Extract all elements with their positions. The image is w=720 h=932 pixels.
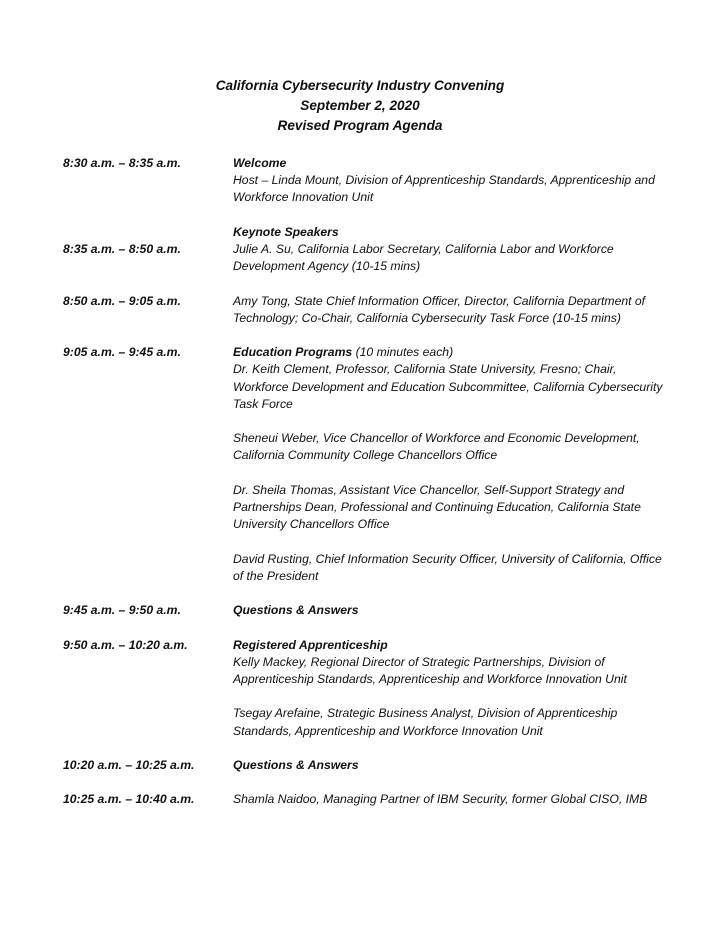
agenda-item-text: Shamla Naidoo, Managing Partner of IBM Security, former Global CISO, IMB [233,792,648,807]
agenda-item-qa-2 [63,757,663,774]
agenda-item-title-text: Education Programs [233,345,353,360]
agenda-time: 8:30 a.m. – 8:35 a.m. [63,156,181,170]
speaker-entry: Tsegay Arefaine, Strategic Business Analyst, Division of Apprenticeship Standards, Apprenticeship and Workforce Innovation Unit [233,706,618,738]
agenda-item-title [233,344,663,361]
agenda-item-text: Julie A. Su, California Labor Secretary, California Labor and Workforce Development Agency (10-15 mins) [233,242,614,274]
agenda-time: 10:20 a.m. – 10:25 a.m. [63,757,195,772]
agenda-item-title: Welcome [233,156,287,170]
agenda-item-apprenticeship [63,637,663,740]
agenda-item-welcome [63,155,663,207]
speaker-entry: Kelly Mackey, Regional Director of Strategic Partnerships, Division of Apprenticeship Standards, Apprenticeship and Workforce Innovation Unit [233,654,627,686]
agenda-time: 10:25 a.m. – 10:40 a.m. [63,792,195,807]
agenda-item-qa-1 [63,602,663,619]
event-date: September 2, 2020 [300,98,420,113]
agenda-item-title: Keynote Speakers [233,224,339,239]
agenda-section-keynote [63,224,663,241]
agenda-item-title: Questions & Answers [233,603,359,618]
agenda-item-ibm [63,791,663,808]
speaker-entry: Dr. Sheila Thomas, Assistant Vice Chancellor, Self-Support Strategy and Partnerships Dean, Professional and Continuing Education, California State University Chancellors Office [233,482,641,532]
agenda-list [63,155,663,809]
event-title: California Cybersecurity Industry Convening [215,78,505,93]
document-header [0,76,720,136]
agenda-subtitle: Revised Program Agenda [277,118,443,133]
agenda-time: 9:05 a.m. – 9:45 a.m. [63,345,181,360]
agenda-item-text: Amy Tong, State Chief Information Officer, Director, California Department of Technology; Co-Chair, California Cybersecurity Task Force (10-15 mins) [233,293,646,325]
agenda-item-title: Questions & Answers [233,757,359,772]
agenda-item-keynote-tong [63,293,663,327]
speaker-entry: David Rusting, Chief Information Security Officer, University of California, Office of the President [233,551,662,583]
agenda-time: 9:45 a.m. – 9:50 a.m. [63,603,181,618]
speaker-entry: Sheneui Weber, Vice Chancellor of Workforce and Economic Development, California Community College Chancellors Office [233,431,640,463]
agenda-item-title-note: (10 minutes each) [352,345,454,360]
agenda-time: 9:50 a.m. – 10:20 a.m. [63,637,188,652]
agenda-time: 8:50 a.m. – 9:05 a.m. [63,293,181,308]
agenda-item-text: Host – Linda Mount, Division of Apprenticeship Standards, Apprenticeship and Workforce Innovation Unit [233,173,655,205]
agenda-item-title: Registered Apprenticeship [233,637,388,652]
agenda-time: 8:35 a.m. – 8:50 a.m. [63,242,181,256]
agenda-item-education [63,344,663,585]
speaker-entry: Dr. Keith Clement, Professor, California State University, Fresno; Chair, Workforce Development and Education Subcommittee, California Cybersecurity Task Force [233,362,663,411]
agenda-item-keynote-su [63,241,663,275]
